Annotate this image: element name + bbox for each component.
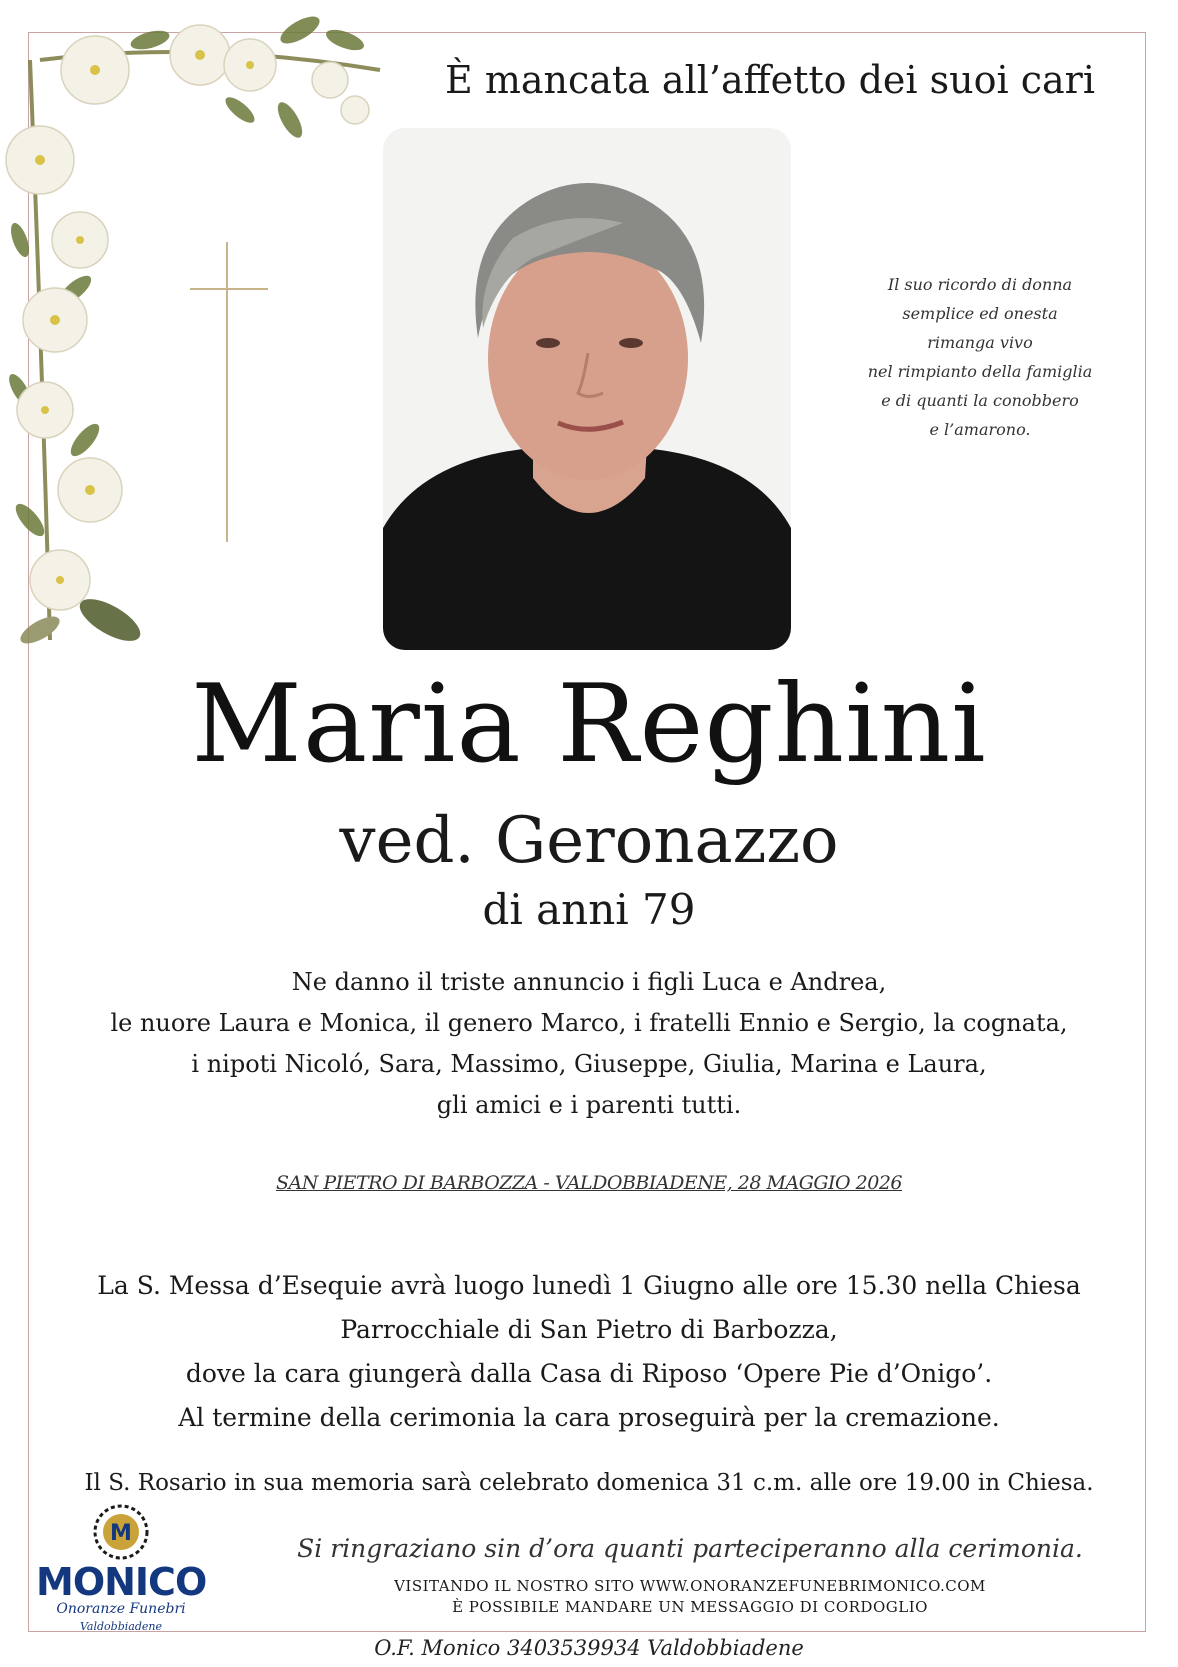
quote-line: rimanga vivo	[927, 333, 1033, 352]
floral-corner-decoration	[0, 0, 420, 670]
logo-subtitle: Onoranze Funebri	[56, 1601, 186, 1617]
cross-icon	[226, 242, 228, 542]
logo-letter: M	[110, 1521, 132, 1546]
quote-line: nel rimpianto della famiglia	[867, 362, 1093, 381]
widow-of: ved. Geronazzo	[339, 804, 839, 878]
quote-line: e l’amarono.	[929, 420, 1031, 439]
funeral-line: Al termine della cerimonia la cara proseguirà per la cremazione.	[178, 1403, 1000, 1432]
notice-line: le nuore Laura e Monica, il genero Marco, i fratelli Ennio e Sergio, la cognata,	[110, 1009, 1068, 1037]
funeral-line: La S. Messa d’Esequie avrà luogo lunedì 1 Giugno alle ore 15.30 nella Chiesa	[97, 1271, 1081, 1300]
quote-line: semplice ed onesta	[902, 304, 1058, 323]
website-line: VISITANDO IL NOSTRO SITO WWW.ONORANZEFUNEBRIMONICO.COM	[394, 1577, 986, 1595]
deceased-age: di anni 79	[482, 885, 696, 934]
portrait-photo	[383, 128, 791, 650]
monico-logo	[36, 1504, 207, 1633]
notice-line: Ne danno il triste annuncio i figli Luca e Andrea,	[291, 968, 887, 996]
cross-icon-bar	[190, 288, 268, 290]
rosary-notice: Il S. Rosario in sua memoria sarà celebrato domenica 31 c.m. alle ore 19.00 in Chiesa.	[84, 1470, 1094, 1496]
family-notice	[0, 962, 1178, 1126]
place-date: SAN PIETRO DI BARBOZZA - VALDOBBIADENE, 28 MAGGIO 2026	[275, 1172, 903, 1194]
logo-word: MONICO	[36, 1560, 207, 1604]
funeral-line: Parrocchiale di San Pietro di Barbozza,	[340, 1315, 838, 1344]
memorial-quote	[850, 270, 1110, 444]
notice-line: i nipoti Nicoló, Sara, Massimo, Giuseppe, Giulia, Marina e Laura,	[191, 1050, 987, 1078]
funeral-details	[0, 1264, 1178, 1440]
deceased-name: Maria Reghini	[191, 662, 987, 787]
website-notice	[200, 1576, 1178, 1618]
footer-contact: O.F. Monico 3403539934 Valdobbiadene	[374, 1636, 804, 1660]
quote-line: Il suo ricordo di donna	[887, 275, 1073, 294]
logo-emblem-icon	[36, 1504, 206, 1562]
heading: È mancata all’affetto dei suoi cari	[445, 58, 1095, 102]
funeral-line: dove la cara giungerà dalla Casa di Riposo ‘Opere Pie d’Onigo’.	[185, 1359, 993, 1388]
thanks-note: Si ringraziano sin d’ora quanti parteciperanno alla cerimonia.	[297, 1534, 1083, 1563]
quote-line: e di quanti la conobbero	[881, 391, 1079, 410]
logo-town: Valdobbiadene	[80, 1620, 162, 1633]
website-line: È POSSIBILE MANDARE UN MESSAGGIO DI CORDOGLIO	[452, 1598, 928, 1616]
notice-line: gli amici e i parenti tutti.	[436, 1091, 742, 1119]
